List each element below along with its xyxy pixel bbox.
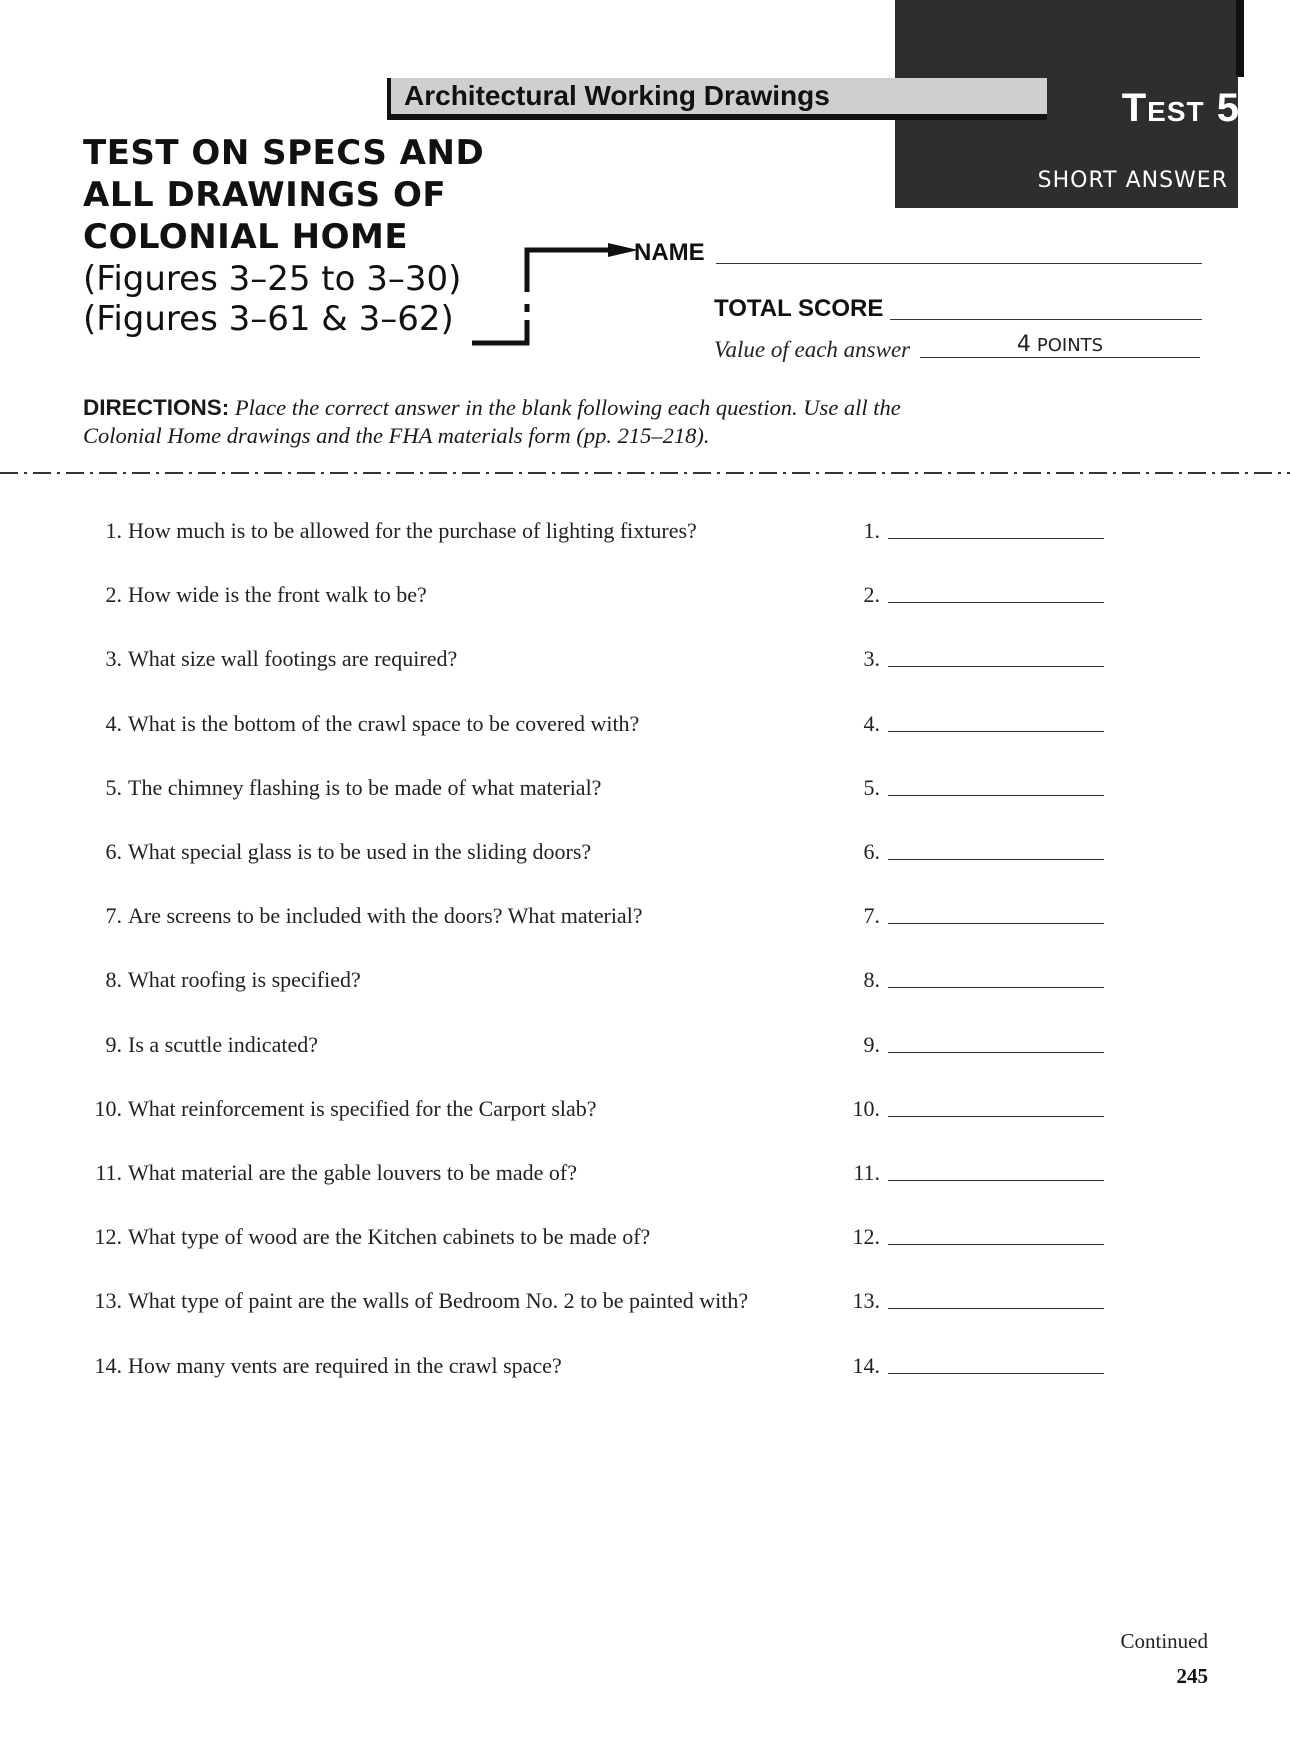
question-text: The chimney flashing is to be made of what material? (128, 774, 602, 800)
answer-blank[interactable] (888, 1052, 1104, 1053)
answer-number: 1. (863, 518, 880, 543)
total-score-field[interactable] (890, 319, 1202, 320)
question-number: 1. (105, 518, 122, 543)
answer-number: 3. (863, 646, 880, 672)
directions-label: DIRECTIONS: (83, 395, 230, 420)
answer-number: 4. (863, 710, 880, 736)
answer-number: 13. (852, 1288, 880, 1314)
question-row (0, 582, 1290, 622)
answer-blank[interactable] (888, 1116, 1104, 1117)
answer-number: 14. (852, 1352, 880, 1378)
answer-number: 10. (852, 1095, 880, 1121)
question-text: How many vents are required in the crawl space? (128, 1352, 562, 1378)
question-row (0, 903, 1290, 943)
answer-blank[interactable] (888, 987, 1104, 988)
directions-text: Place the correct answer in the blank following each question. Use all the Colonial Home drawings and the FHA materials form (pp. 215–218). (83, 395, 901, 448)
name-label: NAME (634, 239, 705, 266)
question-number: 9. (105, 1031, 122, 1057)
answer-number: 2. (863, 582, 880, 608)
answer-number: 12. (852, 1224, 880, 1250)
answer-blank[interactable] (888, 666, 1104, 667)
bracket-arrow-icon (470, 230, 640, 350)
value-label: Value of each answer (714, 337, 911, 362)
title-line: ALL DRAWINGS OF (83, 175, 447, 215)
value-points (920, 332, 1200, 357)
value-number: 4 (1016, 332, 1031, 357)
title-line: COLONIAL HOME (83, 217, 409, 257)
question-row (0, 967, 1290, 1007)
answer-blank[interactable] (888, 1373, 1104, 1374)
answer-number: 5. (863, 774, 880, 800)
question-row (0, 775, 1290, 815)
question-number: 8. (105, 967, 122, 993)
question-row (0, 1096, 1290, 1136)
question-row (0, 711, 1290, 751)
answer-number: 6. (863, 839, 880, 864)
value-unit: POINTS (1036, 335, 1104, 356)
title-line: TEST ON SPECS AND (83, 133, 485, 173)
continued-note: Continued (1120, 1629, 1208, 1653)
question-row (0, 1353, 1290, 1393)
question-number: 14. (94, 1352, 122, 1378)
question-number: 7. (105, 903, 122, 929)
question-row (0, 1032, 1290, 1072)
test-number: Test 5 (1121, 86, 1240, 130)
answer-number: 8. (863, 967, 880, 993)
question-number: 11. (95, 1160, 122, 1185)
question-number: 3. (105, 646, 122, 672)
question-text: What size wall footings are required? (128, 646, 458, 672)
answer-number: 9. (863, 1031, 880, 1057)
answer-blank[interactable] (888, 538, 1104, 539)
question-number: 5. (105, 774, 122, 800)
answer-blank[interactable] (888, 795, 1104, 796)
question-text: What type of wood are the Kitchen cabinets to be made of? (128, 1224, 651, 1250)
question-text: What roofing is specified? (128, 967, 361, 993)
question-text: Is a scuttle indicated? (128, 1031, 318, 1057)
total-score-label: TOTAL SCORE (714, 295, 884, 322)
question-row (0, 1288, 1290, 1328)
answer-number: 11. (853, 1160, 880, 1185)
question-text: What special glass is to be used in the sliding doors? (128, 839, 592, 864)
answer-blank[interactable] (888, 1180, 1104, 1181)
question-row (0, 518, 1290, 558)
value-rule (920, 357, 1200, 358)
answer-blank[interactable] (888, 731, 1104, 732)
question-number: 10. (94, 1095, 122, 1121)
question-text: Are screens to be included with the doors? What material? (128, 903, 643, 929)
answer-blank[interactable] (888, 602, 1104, 603)
question-text: What is the bottom of the crawl space to be covered with? (128, 710, 640, 736)
question-row (0, 1160, 1290, 1200)
figure-reference: (Figures 3–61 & 3–62) (83, 299, 454, 339)
question-row (0, 1224, 1290, 1264)
answer-blank[interactable] (888, 1244, 1104, 1245)
answer-blank[interactable] (888, 859, 1104, 860)
question-text: How much is to be allowed for the purchase of lighting fixtures? (128, 518, 697, 543)
name-field[interactable] (716, 263, 1202, 264)
question-number: 13. (94, 1288, 122, 1314)
answer-number: 7. (863, 903, 880, 929)
answer-blank[interactable] (888, 1308, 1104, 1309)
dash-dot-divider (0, 470, 1290, 476)
page-number: 245 (1176, 1664, 1208, 1688)
test-type: SHORT ANSWER (1037, 168, 1228, 193)
test-header-edge (1236, 0, 1244, 77)
question-number: 12. (94, 1224, 122, 1250)
answer-blank[interactable] (888, 923, 1104, 924)
question-text: How wide is the front walk to be? (128, 582, 427, 608)
question-number: 6. (105, 839, 122, 864)
question-row (0, 839, 1290, 879)
figure-reference: (Figures 3–25 to 3–30) (83, 259, 462, 299)
directions (83, 394, 903, 450)
question-text: What reinforcement is specified for the Carport slab? (128, 1095, 597, 1121)
question-number: 2. (105, 582, 122, 608)
question-number: 4. (105, 710, 122, 736)
question-text: What material are the gable louvers to be made of? (128, 1160, 577, 1185)
question-row (0, 646, 1290, 686)
question-text: What type of paint are the walls of Bedroom No. 2 to be painted with? (128, 1288, 749, 1314)
book-title: Architectural Working Drawings (404, 80, 830, 111)
page-title (83, 132, 503, 258)
